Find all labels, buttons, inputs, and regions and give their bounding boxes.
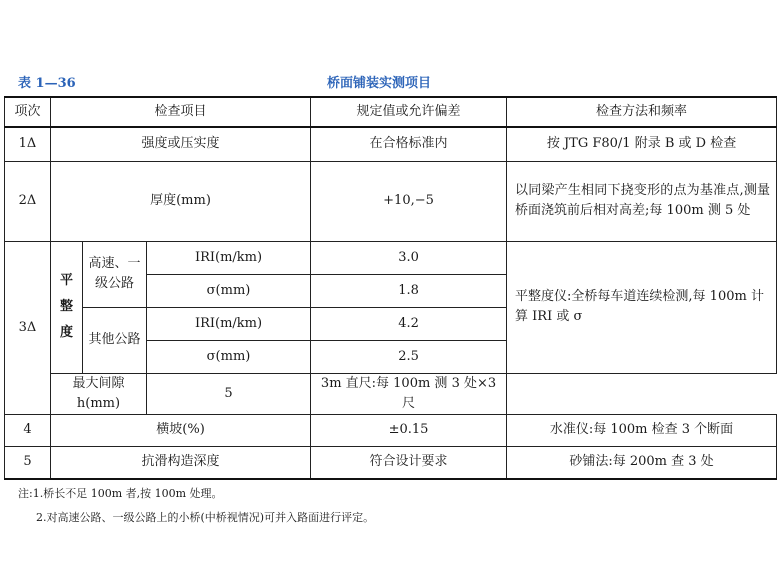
row-item: IRI(m/km) (147, 241, 311, 274)
row-no: 1Δ (5, 127, 51, 161)
row-method: 按 JTG F80/1 附录 B 或 D 检查 (507, 127, 777, 161)
flatness-group (51, 241, 83, 373)
table-caption (0, 72, 780, 90)
table-number: 表 1—36 (18, 76, 76, 91)
row-value: 在合格标准内 (311, 127, 507, 161)
row-item: σ(mm) (147, 340, 311, 373)
row-item: 厚度(mm) (51, 161, 311, 241)
note-2: 2.对高速公路、一级公路上的小桥(中桥视情况)可并入路面进行评定。 (36, 511, 375, 524)
row-value: 5 (147, 373, 311, 414)
table-row (5, 373, 777, 414)
header-item: 检查项目 (51, 97, 311, 127)
table-row (5, 241, 777, 274)
row-value: ±0.15 (311, 414, 507, 446)
inspection-table (4, 96, 777, 480)
header-value: 规定值或允许偏差 (311, 97, 507, 127)
row-value: 2.5 (311, 340, 507, 373)
row-value: 4.2 (311, 307, 507, 340)
row-item: 抗滑构造深度 (51, 446, 311, 479)
table-header-row (5, 97, 777, 127)
row-item: 强度或压实度 (51, 127, 311, 161)
header-method: 检查方法和频率 (507, 97, 777, 127)
row-item: 横坡(%) (51, 414, 311, 446)
row-no: 4 (5, 414, 51, 446)
table-notes (18, 482, 758, 530)
row-method: 3m 直尺:每 100m 测 3 处×3 尺 (311, 373, 507, 414)
row-item: IRI(m/km) (147, 307, 311, 340)
row-value: +10,−5 (311, 161, 507, 241)
row-method: 砂铺法:每 200m 查 3 处 (507, 446, 777, 479)
row-method: 以同梁产生相同下挠变形的点为基准点,测量桥面浇筑前后相对高差;每 100m 测 5 处 (507, 161, 777, 241)
header-no: 项次 (5, 97, 51, 127)
row-method: 水准仪:每 100m 检查 3 个断面 (507, 414, 777, 446)
table-row (5, 161, 777, 241)
row-no: 5 (5, 446, 51, 479)
road-class-highway: 高速、一级公路 (83, 241, 147, 307)
note-1: 注:1.桥长不足 100m 者,按 100m 处理。 (18, 487, 223, 500)
row-value: 1.8 (311, 274, 507, 307)
table-title: 桥面铺装实测项目 (327, 76, 432, 91)
table-row (5, 446, 777, 479)
flatness-label: 平整度 (59, 273, 73, 340)
road-class-other: 其他公路 (83, 307, 147, 373)
row-item: 最大间隙 h(mm) (51, 373, 147, 414)
row-item: σ(mm) (147, 274, 311, 307)
table-row (5, 414, 777, 446)
row-method: 平整度仪:全桥每车道连续检测,每 100m 计算 IRI 或 σ (507, 241, 777, 373)
row-no: 3Δ (5, 241, 51, 414)
row-value: 符合设计要求 (311, 446, 507, 479)
table-row (5, 127, 777, 161)
row-value: 3.0 (311, 241, 507, 274)
row-no: 2Δ (5, 161, 51, 241)
